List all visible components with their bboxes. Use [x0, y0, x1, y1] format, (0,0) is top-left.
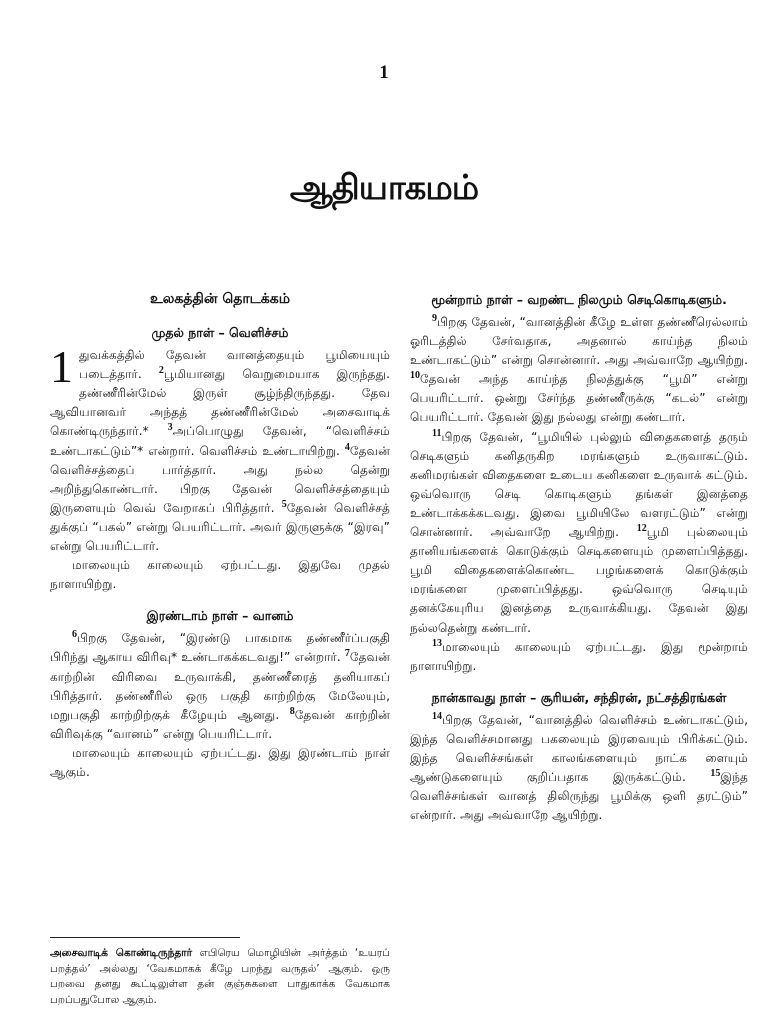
footnote	[50, 946, 390, 1008]
chapter-number-dropcap: 1	[50, 341, 73, 393]
verse-10-text: தேவன் அந்த காய்ந்த நிலத்துக்கு “பூமி” என்று பெயரிட்டார். ஒன்று சேர்ந்த தண்ணீருக்கு “கடல்” என்று பெயரிட்டார். தேவன் இது நல்லது என்று கண்டார்.	[410, 372, 748, 425]
verse-number-10: 10	[410, 370, 420, 382]
day3-heading: மூன்றாம் நாள் – வறண்ட நிலமும் செடிகொடிகளும்.	[431, 292, 727, 307]
verse-4-text: தேவன் வெளிச்சத்தைப் பார்த்தார். அது நல்ல தென்று அறிந்துகொண்டார். பிறகு தேவன் வெளிச்சத்தையும் இருளையும் வெவ் வேறாகப் பிரித்தார்.	[50, 443, 390, 515]
verse-7-text: தேவன் காற்றின் விரிவை உருவாக்கி, தண்ணீரைத் தனியாகப் பிரித்தார். தண்ணீரில் ஒரு பகுதி காற்றிற்கு மேலேயும், மறுபகுதி காற்றிற்குக் கீழேயும் ஆனது.	[50, 650, 390, 722]
verse-3-text: அப்பொழுது தேவன், “வெளிச்சம் உண்டாகட்டும்”* என்றார். வெளிச்சம் உண்டாயிற்று.	[50, 424, 390, 458]
day2-paragraph	[50, 629, 390, 744]
verse-1-text: துவக்கத்தில் தேவன் வானத்தையும் பூமியையும் படைத்தார்.	[79, 348, 390, 382]
right-column	[410, 290, 748, 825]
verse-14-text: பிறகு தேவன், “வானத்தில் வெளிச்சம் உண்டாகட்டும், இந்த வெளிச்சமானது பகலையும் இரவையும் பிரிக்கட்டும். இந்த வெளிச்சங்கள் காலங்களையும் நாட்க ளையும் ஆண்டுகளையும் குறிப்பதாக இருக்கட்டும்.	[410, 712, 748, 785]
verse-9-text: பிறகு தேவன், “வானத்தின் கீழே உள்ள தண்ணீரெல்லாம் ஓரிடத்தில் சேர்வதாக, அதனால் காய்ந்த நிலம் உண்டாகட்டும்” என்று சொன்னார். அது அவ்வாறே ஆயிற்று.	[410, 315, 748, 368]
verse-number-14: 14	[432, 710, 442, 722]
verse-6-text: பிறகு தேவன், “இரண்டு பாகமாக தண்ணீர்ப்பகுதி பிரிந்து ஆகாய விரிவு* உண்டாகக்கடவது!” என்றார்.	[50, 631, 390, 665]
left-column	[50, 290, 390, 782]
book-title: ஆதியாகமம்	[289, 168, 479, 208]
day3-paragraph-2	[410, 428, 748, 638]
verse-number-8: 8	[289, 705, 295, 717]
footnote-term: அசைவாடிக் கொண்டிருந்தார்	[50, 947, 193, 959]
verse-number-13: 13	[432, 637, 442, 649]
verse-number-7: 7	[344, 648, 350, 660]
verse-2-text: பூமியானது வெறுமையாக இருந்தது. தண்ணீரின்மேல் இருள் சூழ்ந்திருந்தது. தேவ ஆவியானவர் அந்தத் தண்ணீரின்மேல் அசைவாடிக் கொண்டிருந்தார்.*	[50, 367, 390, 439]
verse-number-12: 12	[636, 522, 647, 534]
verse-number-4: 4	[344, 441, 350, 453]
verse-13-text: மாலையும் காலையும் ஏற்பட்டது. இது மூன்றாம் நாளாயிற்று.	[410, 639, 748, 673]
verse-number-2: 2	[158, 365, 164, 377]
verse-number-6: 6	[72, 629, 77, 641]
verse-12-text: பூமி புல்லையும் தானியங்களைக் கொடுக்கும் செடிகளையும் முளைப்பித்தது. பூமி விதைகளைக்கொண்ட பழங்களைக் கொடுக்கும் மரங்களை முளைப்பித்தது. ஒவ்வொரு செடியும் தனக்கேயுரிய இனத்தை உருவாக்கியது. தேவன் இது நல்லதென்று கண்டார்.	[410, 525, 748, 635]
verse-number-5: 5	[281, 498, 287, 510]
day3-closing	[410, 638, 748, 676]
section-title: உலகத்தின் தொடக்கம்	[150, 291, 290, 307]
day1-paragraph	[50, 341, 390, 556]
verse-number-3: 3	[167, 422, 173, 434]
verse-11-text: பிறகு தேவன், “பூமியில் புல்லும் விதைகளைத் தரும் செடிகளும் கனிதருகிற மரங்களும் உருவாகட்டும். கனிமரங்கள் விதைகளை உடைய கனிகளை உருவாக் கட்டும். ஒவ்வொரு செடி கொடிகளும் தங்கள் இனத்தை உண்டாக்கக்கடவது. இவை பூமியிலே வளரட்டும்” என்று சொன்னார். அவ்வாறே ஆயிற்று.	[410, 429, 748, 540]
day2-closing: மாலையும் காலையும் ஏற்பட்டது. இது இரண்டாம் நாள் ஆகும்.	[50, 745, 390, 779]
verse-15-text: இந்த வெளிச்சங்கள் வானத் திலிருந்து பூமிக்கு ஒளி தரட்டும்” என்றார். அது அவ்வாறே ஆயிற்று.	[410, 770, 748, 823]
day4-heading: நான்காவது நாள் – சூரியன், சந்திரன், நட்சத்திரங்கள்	[431, 689, 727, 705]
day4-paragraph	[410, 711, 748, 826]
footnote-text: எபிரெய மொழியின் அர்த்தம் ‘உயரப் பறத்தல்’ அல்லது ‘வேகமாகக் கீழே பறந்து வருதல்’ ஆகும். ஒரு பறவை தனது கூட்டிலுள்ள தன் குஞ்சுகளை பாதுகாக்க வேகமாக பறப்பதுபோல ஆகும்.	[50, 947, 390, 1006]
verse-8-text: தேவன் காற்றின் விரிவுக்கு “வானம்” என்று பெயரிட்டார்.	[50, 707, 390, 741]
verse-number-11: 11	[432, 427, 442, 439]
verse-number-15: 15	[710, 768, 721, 779]
day2-heading: இரண்டாம் நாள் – வானம்	[146, 608, 294, 624]
page-number: 1	[379, 62, 389, 83]
day3-paragraph-1	[410, 313, 748, 428]
day1-heading: முதல் நாள் – வெளிச்சம்	[151, 325, 289, 341]
verse-number-9: 9	[432, 312, 437, 324]
day1-closing: மாலையும் காலையும் ஏற்பட்டது. இதுவே முதல் நாளாயிற்று.	[50, 558, 390, 592]
footnote-divider	[50, 937, 240, 938]
verse-5-text: தேவன் வெளிச்சத் துக்குப் “பகல்” என்று பெயரிட்டார். அவர் இருளுக்கு “இரவு” என்று பெயரிட்டார்.	[50, 500, 390, 554]
